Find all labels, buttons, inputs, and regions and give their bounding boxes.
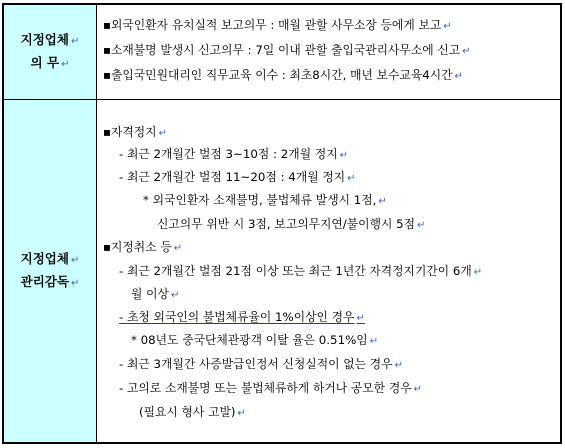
section-title-suspension: ▪자격정지 ↵ bbox=[103, 125, 167, 139]
section-title-revocation: ▪지정취소 등 ↵ bbox=[103, 240, 183, 254]
return-mark: ↵ bbox=[394, 360, 403, 371]
header-line: 지정업체 bbox=[20, 32, 69, 47]
header-line: 의 무 bbox=[30, 55, 60, 70]
return-mark: ↵ bbox=[158, 128, 167, 139]
return-mark: ↵ bbox=[462, 46, 471, 57]
return-mark: ↵ bbox=[417, 220, 426, 231]
return-mark: ↵ bbox=[170, 290, 180, 301]
return-mark: ↵ bbox=[473, 267, 483, 278]
return-mark: ↵ bbox=[237, 408, 246, 419]
return-mark: ↵ bbox=[347, 173, 356, 184]
return-mark: ↵ bbox=[70, 255, 80, 266]
return-mark: ↵ bbox=[454, 71, 463, 82]
supervision-line: - 고의로 소재불명 또는 불법체류하게 하거나 공모한 경우 ↵ bbox=[119, 381, 423, 395]
return-mark: ↵ bbox=[356, 313, 365, 324]
obligations-row bbox=[4, 5, 560, 100]
supervision-line-continued: 월 이상 ↵ bbox=[131, 287, 180, 301]
supervision-body bbox=[97, 100, 560, 442]
obligations-body bbox=[97, 5, 560, 99]
return-mark: ↵ bbox=[378, 196, 387, 207]
supervision-line: - 최근 2개월간 벌점 21점 이상 또는 최근 1년간 자격정지기간이 6개 ↵ bbox=[119, 264, 483, 278]
supervision-line: - 최근 2개월간 벌점 11~20점 : 4개월 정지 ↵ bbox=[119, 170, 356, 184]
return-mark: ↵ bbox=[70, 278, 80, 289]
obligation-line: ▪소재불명 발생시 신고의무 : 7일 이내 관할 출입국관리사무소에 신고 ↵ bbox=[103, 43, 471, 57]
obligation-line: ▪출입국민원대리인 직무교육 이수 : 최초8시간, 매년 보수교육4시간 ↵ bbox=[103, 68, 463, 82]
obligation-line: ▪외국인환자 유치실적 보고의무 : 매월 관할 사무소장 등에게 보고 ↵ bbox=[103, 18, 452, 32]
return-mark: ↵ bbox=[369, 336, 379, 347]
supervision-note: * 외국인환자 소재불명, 불법체류 발생시 1점, ↵ bbox=[143, 193, 387, 207]
obligations-header bbox=[4, 5, 97, 99]
supervision-line-continued: (필요시 형사 고발) ↵ bbox=[139, 405, 246, 419]
supervision-note: 신고의무 위반 시 3점, 보고의무지연/불이행시 5점 ↵ bbox=[157, 217, 426, 231]
return-mark: ↵ bbox=[173, 243, 183, 254]
supervision-note: * 08년도 중국단체관광객 이탈 율은 0.51%임 ↵ bbox=[131, 333, 379, 347]
return-mark: ↵ bbox=[443, 21, 452, 32]
header-line: 지정업체 bbox=[20, 251, 69, 266]
supervision-row bbox=[4, 100, 560, 442]
return-mark: ↵ bbox=[70, 36, 80, 47]
supervision-header bbox=[4, 100, 97, 442]
supervision-line: - 최근 3개월간 사증발급인정서 신청실적이 없는 경우 ↵ bbox=[119, 357, 403, 371]
regulation-table bbox=[2, 3, 562, 444]
header-line: 관리감독 bbox=[20, 274, 69, 289]
return-mark: ↵ bbox=[413, 384, 423, 395]
supervision-line: - 최근 2개월간 벌점 3~10점 : 2개월 정지 ↵ bbox=[119, 147, 349, 161]
supervision-line: - 초청 외국인의 불법체류율이 1%이상인 경우 ↵ bbox=[119, 310, 365, 324]
return-mark: ↵ bbox=[61, 59, 70, 70]
return-mark: ↵ bbox=[339, 150, 349, 161]
